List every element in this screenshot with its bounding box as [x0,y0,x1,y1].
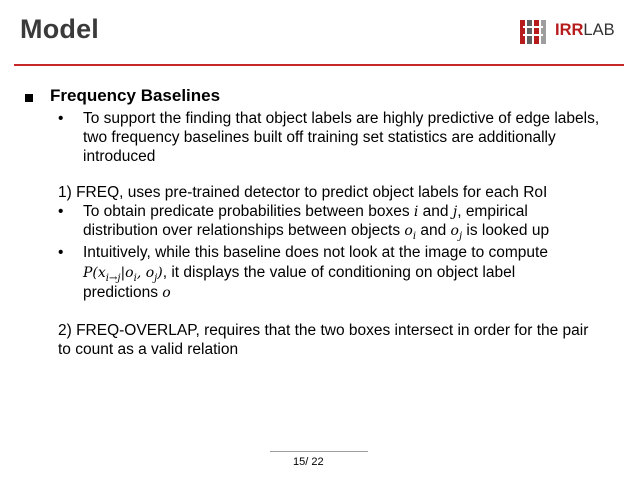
freq-bullet-2-line-1: Intuitively, while this baseline does not look at the image to compute [83,244,548,261]
overlap-line-1: 2) FREQ-OVERLAP, requires that the two boxes intersect in order for the pair [58,322,589,339]
freq-title: 1) FREQ, uses pre-trained detector to predict object labels for each RoI [58,184,548,201]
lab-logo [520,18,622,46]
square-bullet-icon [25,94,33,102]
freq-bullet-1-line-1: To obtain predicate probabilities between boxes i and j, empirical [83,203,528,220]
lab-logo-text [555,21,615,40]
page-title: Model [20,14,99,44]
logo-text-lab: LAB [583,21,615,39]
footer-divider [270,451,368,452]
intro-line-2: two frequency baselines built off training set statistics are additionally [83,129,556,146]
freq-bullet-2-line-3: predictions o [83,284,171,301]
overlap-line-2: to count as a valid relation [58,341,239,358]
freq-bullet-1-line-2: distribution over relationships between objects $o_i$ and $o_j$ is looked up [83,222,550,242]
bullet-dot-icon: • [58,110,64,127]
freq-bullet-2-line-2: $P(x_{i\to j}|o_i$, $o_j$), it displays the value of conditioning on object label [83,264,516,284]
bullet-dot-icon: • [58,203,64,220]
page-number: 15/ 22 [293,456,324,468]
section-heading: Frequency Baselines [50,86,221,105]
logo-text-irr: IRR [555,21,584,39]
title-divider [14,64,624,66]
intro-line-3: introduced [83,148,156,165]
lab-logo-icon [520,18,552,46]
bullet-dot-icon: • [58,244,64,261]
probability-formula: $P(x_{i\to j}|o_i$, $o_j$) [83,265,163,284]
intro-line-1: To support the finding that object labels are highly predictive of edge labels, [83,110,600,127]
